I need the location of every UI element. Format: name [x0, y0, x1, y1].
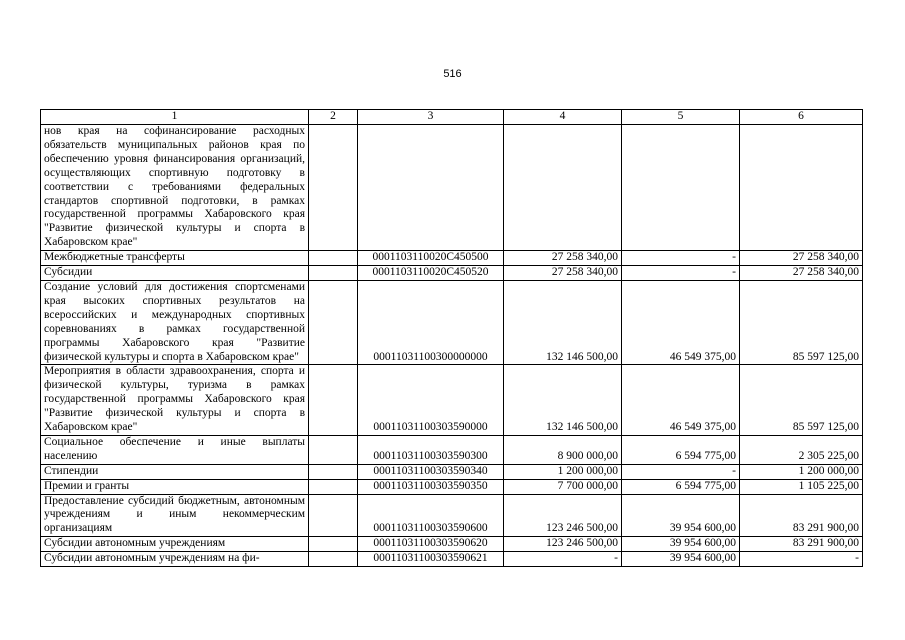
- row-amount-cell: 85 597 125,00: [740, 365, 863, 436]
- row-name-cell: Субсидии: [41, 266, 309, 281]
- table-row: [41, 464, 863, 479]
- page-number: 516: [443, 68, 462, 80]
- row-amount-cell: -: [622, 464, 740, 479]
- row-name-cell: нов края на софинансирование расходных обязательств муниципальных районов края по обеспечению уровня финансирования организаций, осуществляющих спортивную подготовку в соответствии с требованиями федеральных стандартов спортивной подготовки, в рамках государственной программы Хабаровского края "Развитие физической культуры и спорта в Хабаровском крае": [41, 125, 309, 251]
- row-col2-cell: [309, 494, 358, 537]
- row-amount-cell: 83 291 900,00: [740, 494, 863, 537]
- row-amount-cell: 46 549 375,00: [622, 280, 740, 364]
- column-header: 4: [504, 110, 622, 125]
- row-amount-cell: 6 594 775,00: [622, 479, 740, 494]
- table-row: [41, 125, 863, 251]
- table-row: [41, 552, 863, 567]
- row-name-cell: Субсидии автономным учреждениям на фи-: [41, 552, 309, 567]
- table-header-row: [41, 110, 863, 125]
- row-amount-cell: 46 549 375,00: [622, 365, 740, 436]
- column-header: 1: [41, 110, 309, 125]
- table-row: [41, 537, 863, 552]
- row-amount-cell: 85 597 125,00: [740, 280, 863, 364]
- row-name-cell: Социальное обеспечение и иные выплаты населению: [41, 435, 309, 464]
- row-amount-cell: 123 246 500,00: [504, 537, 622, 552]
- table-row: [41, 251, 863, 266]
- budget-table: [40, 109, 863, 567]
- row-code-cell: 00011031100300000000: [358, 280, 504, 364]
- row-name-cell: Мероприятия в области здравоохранения, спорта и физической культуры, туризма в рамках государственной программы Хабаровского края "Развитие физической культуры и спорта в Хабаровском крае": [41, 365, 309, 436]
- row-amount-cell: -: [504, 552, 622, 567]
- row-name-cell: Межбюджетные трансферты: [41, 251, 309, 266]
- row-amount-cell: [740, 125, 863, 251]
- row-code-cell: 0001103110020C450500: [358, 251, 504, 266]
- table-row: [41, 365, 863, 436]
- row-col2-cell: [309, 266, 358, 281]
- row-col2-cell: [309, 365, 358, 436]
- row-amount-cell: [622, 125, 740, 251]
- row-amount-cell: 39 954 600,00: [622, 552, 740, 567]
- table-row: [41, 435, 863, 464]
- row-amount-cell: 7 700 000,00: [504, 479, 622, 494]
- table-row: [41, 280, 863, 364]
- row-name-cell: Создание условий для достижения спортсменами края высоких спортивных результатов на всероссийских и международных спортивных соревнованиях в рамках государственной программы Хабаровского края "Развитие физической культуры и спорта в Хабаровском крае": [41, 280, 309, 364]
- row-code-cell: [358, 125, 504, 251]
- row-name-cell: Субсидии автономным учреждениям: [41, 537, 309, 552]
- row-name-cell: Предоставление субсидий бюджетным, автономным учреждениям и иным некоммерческим организациям: [41, 494, 309, 537]
- row-name-cell: Стипендии: [41, 464, 309, 479]
- row-amount-cell: 2 305 225,00: [740, 435, 863, 464]
- row-amount-cell: 83 291 900,00: [740, 537, 863, 552]
- row-amount-cell: 1 200 000,00: [504, 464, 622, 479]
- column-header: 5: [622, 110, 740, 125]
- row-amount-cell: -: [622, 251, 740, 266]
- row-amount-cell: 27 258 340,00: [504, 266, 622, 281]
- table-row: [41, 479, 863, 494]
- row-amount-cell: 8 900 000,00: [504, 435, 622, 464]
- column-header: 6: [740, 110, 863, 125]
- row-code-cell: 00011031100303590621: [358, 552, 504, 567]
- row-amount-cell: -: [622, 266, 740, 281]
- row-col2-cell: [309, 552, 358, 567]
- row-amount-cell: -: [740, 552, 863, 567]
- row-code-cell: 00011031100303590000: [358, 365, 504, 436]
- row-amount-cell: 27 258 340,00: [740, 266, 863, 281]
- row-amount-cell: 27 258 340,00: [740, 251, 863, 266]
- row-name-cell: Премии и гранты: [41, 479, 309, 494]
- row-col2-cell: [309, 435, 358, 464]
- row-col2-cell: [309, 537, 358, 552]
- row-col2-cell: [309, 464, 358, 479]
- row-amount-cell: 1 200 000,00: [740, 464, 863, 479]
- row-amount-cell: 39 954 600,00: [622, 537, 740, 552]
- row-amount-cell: 1 105 225,00: [740, 479, 863, 494]
- row-col2-cell: [309, 125, 358, 251]
- column-header: 3: [358, 110, 504, 125]
- row-amount-cell: 132 146 500,00: [504, 365, 622, 436]
- row-code-cell: 00011031100303590340: [358, 464, 504, 479]
- row-code-cell: 00011031100303590350: [358, 479, 504, 494]
- row-col2-cell: [309, 280, 358, 364]
- row-amount-cell: 27 258 340,00: [504, 251, 622, 266]
- row-code-cell: 0001103110020C450520: [358, 266, 504, 281]
- row-col2-cell: [309, 251, 358, 266]
- row-amount-cell: 132 146 500,00: [504, 280, 622, 364]
- row-code-cell: 00011031100303590300: [358, 435, 504, 464]
- row-code-cell: 00011031100303590600: [358, 494, 504, 537]
- row-code-cell: 00011031100303590620: [358, 537, 504, 552]
- row-amount-cell: 123 246 500,00: [504, 494, 622, 537]
- table-row: [41, 494, 863, 537]
- table-row: [41, 266, 863, 281]
- column-header: 2: [309, 110, 358, 125]
- row-amount-cell: [504, 125, 622, 251]
- row-amount-cell: 39 954 600,00: [622, 494, 740, 537]
- row-col2-cell: [309, 479, 358, 494]
- row-amount-cell: 6 594 775,00: [622, 435, 740, 464]
